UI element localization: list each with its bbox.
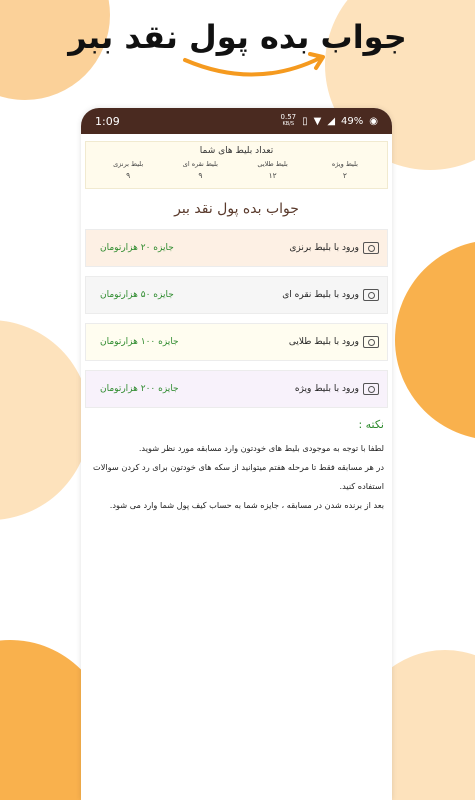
battery-level: 49%: [341, 115, 364, 127]
ticket-summary-title: تعداد بلیط های شما: [199, 146, 274, 156]
ticket-label: بلیط طلایی: [257, 160, 288, 168]
ticket-label: بلیط نقره ای: [182, 160, 218, 168]
vibrate-icon: ▯: [302, 115, 308, 127]
enter-gold-button[interactable]: [85, 323, 388, 361]
status-bar: [81, 108, 392, 134]
entry-label: ورود با بلیط برنزی: [289, 243, 359, 253]
entry-prize: جایزه ۲۰۰ هزارتومان: [100, 384, 179, 394]
phone-screen: [81, 108, 392, 800]
note-title: نکته :: [358, 418, 384, 431]
ticket-summary: [85, 141, 388, 189]
speed-unit: KB/S: [282, 121, 295, 127]
entry-prize: جایزه ۱۰۰ هزارتومان: [100, 337, 179, 347]
enter-bronze-button[interactable]: [85, 229, 388, 267]
page-title: جواب بده پول نقد ببر: [174, 201, 299, 217]
ticket-label: بلیط ویژه: [331, 160, 358, 168]
note-line: در هر مسابقه فقط تا مرحله هفتم میتوانید از سکه های خودتون برای رد کردن سوالات استفاده کنید.: [93, 462, 384, 491]
note-line: لطفا با توجه به موجودی بلیط های خودتون وارد مسابقه مورد نظر شوید.: [138, 443, 384, 453]
ticket-label: بلیط برنزی: [113, 160, 144, 168]
promo-headline: جواب بده پول نقد ببر: [68, 18, 407, 56]
ticket-value: ۹: [126, 171, 131, 180]
ticket-icon: [363, 383, 379, 395]
signal-icon: ◢: [327, 115, 336, 127]
ticket-count-bronze: [92, 160, 164, 180]
speed-value: 0.57: [280, 113, 297, 121]
wifi-icon: ▼: [313, 115, 322, 127]
entry-label: ورود با بلیط ویژه: [294, 384, 359, 394]
entry-prize: جایزه ۵۰ هزارتومان: [100, 290, 174, 300]
note-body: [81, 439, 392, 515]
network-speed: [281, 114, 297, 128]
ticket-count-silver: [164, 160, 236, 180]
ticket-count-gold: [237, 160, 309, 180]
note-line: بعد از برنده شدن در مسابقه ، جایزه شما به حساب کیف پول شما وارد می شود.: [109, 500, 384, 510]
entry-prize: جایزه ۲۰ هزارتومان: [100, 243, 174, 253]
ticket-icon: [363, 242, 379, 254]
ticket-count-special: [309, 160, 381, 180]
decor-blob: [395, 240, 475, 440]
decor-blob: [0, 320, 90, 520]
ticket-value: ۹: [198, 171, 203, 180]
ticket-value: ۱۲: [268, 171, 277, 180]
ticket-icon: [363, 289, 379, 301]
enter-special-button[interactable]: [85, 370, 388, 408]
status-time: 1:09: [95, 114, 120, 128]
ticket-icon: [363, 336, 379, 348]
entry-label: ورود با بلیط طلایی: [288, 337, 359, 347]
enter-silver-button[interactable]: [85, 276, 388, 314]
status-icons: [281, 114, 378, 128]
entry-label: ورود با بلیط نقره ای: [282, 290, 359, 300]
battery-icon: ◉: [369, 115, 378, 127]
smile-arrow-icon: [180, 48, 330, 88]
ticket-value: ۲: [342, 171, 347, 180]
